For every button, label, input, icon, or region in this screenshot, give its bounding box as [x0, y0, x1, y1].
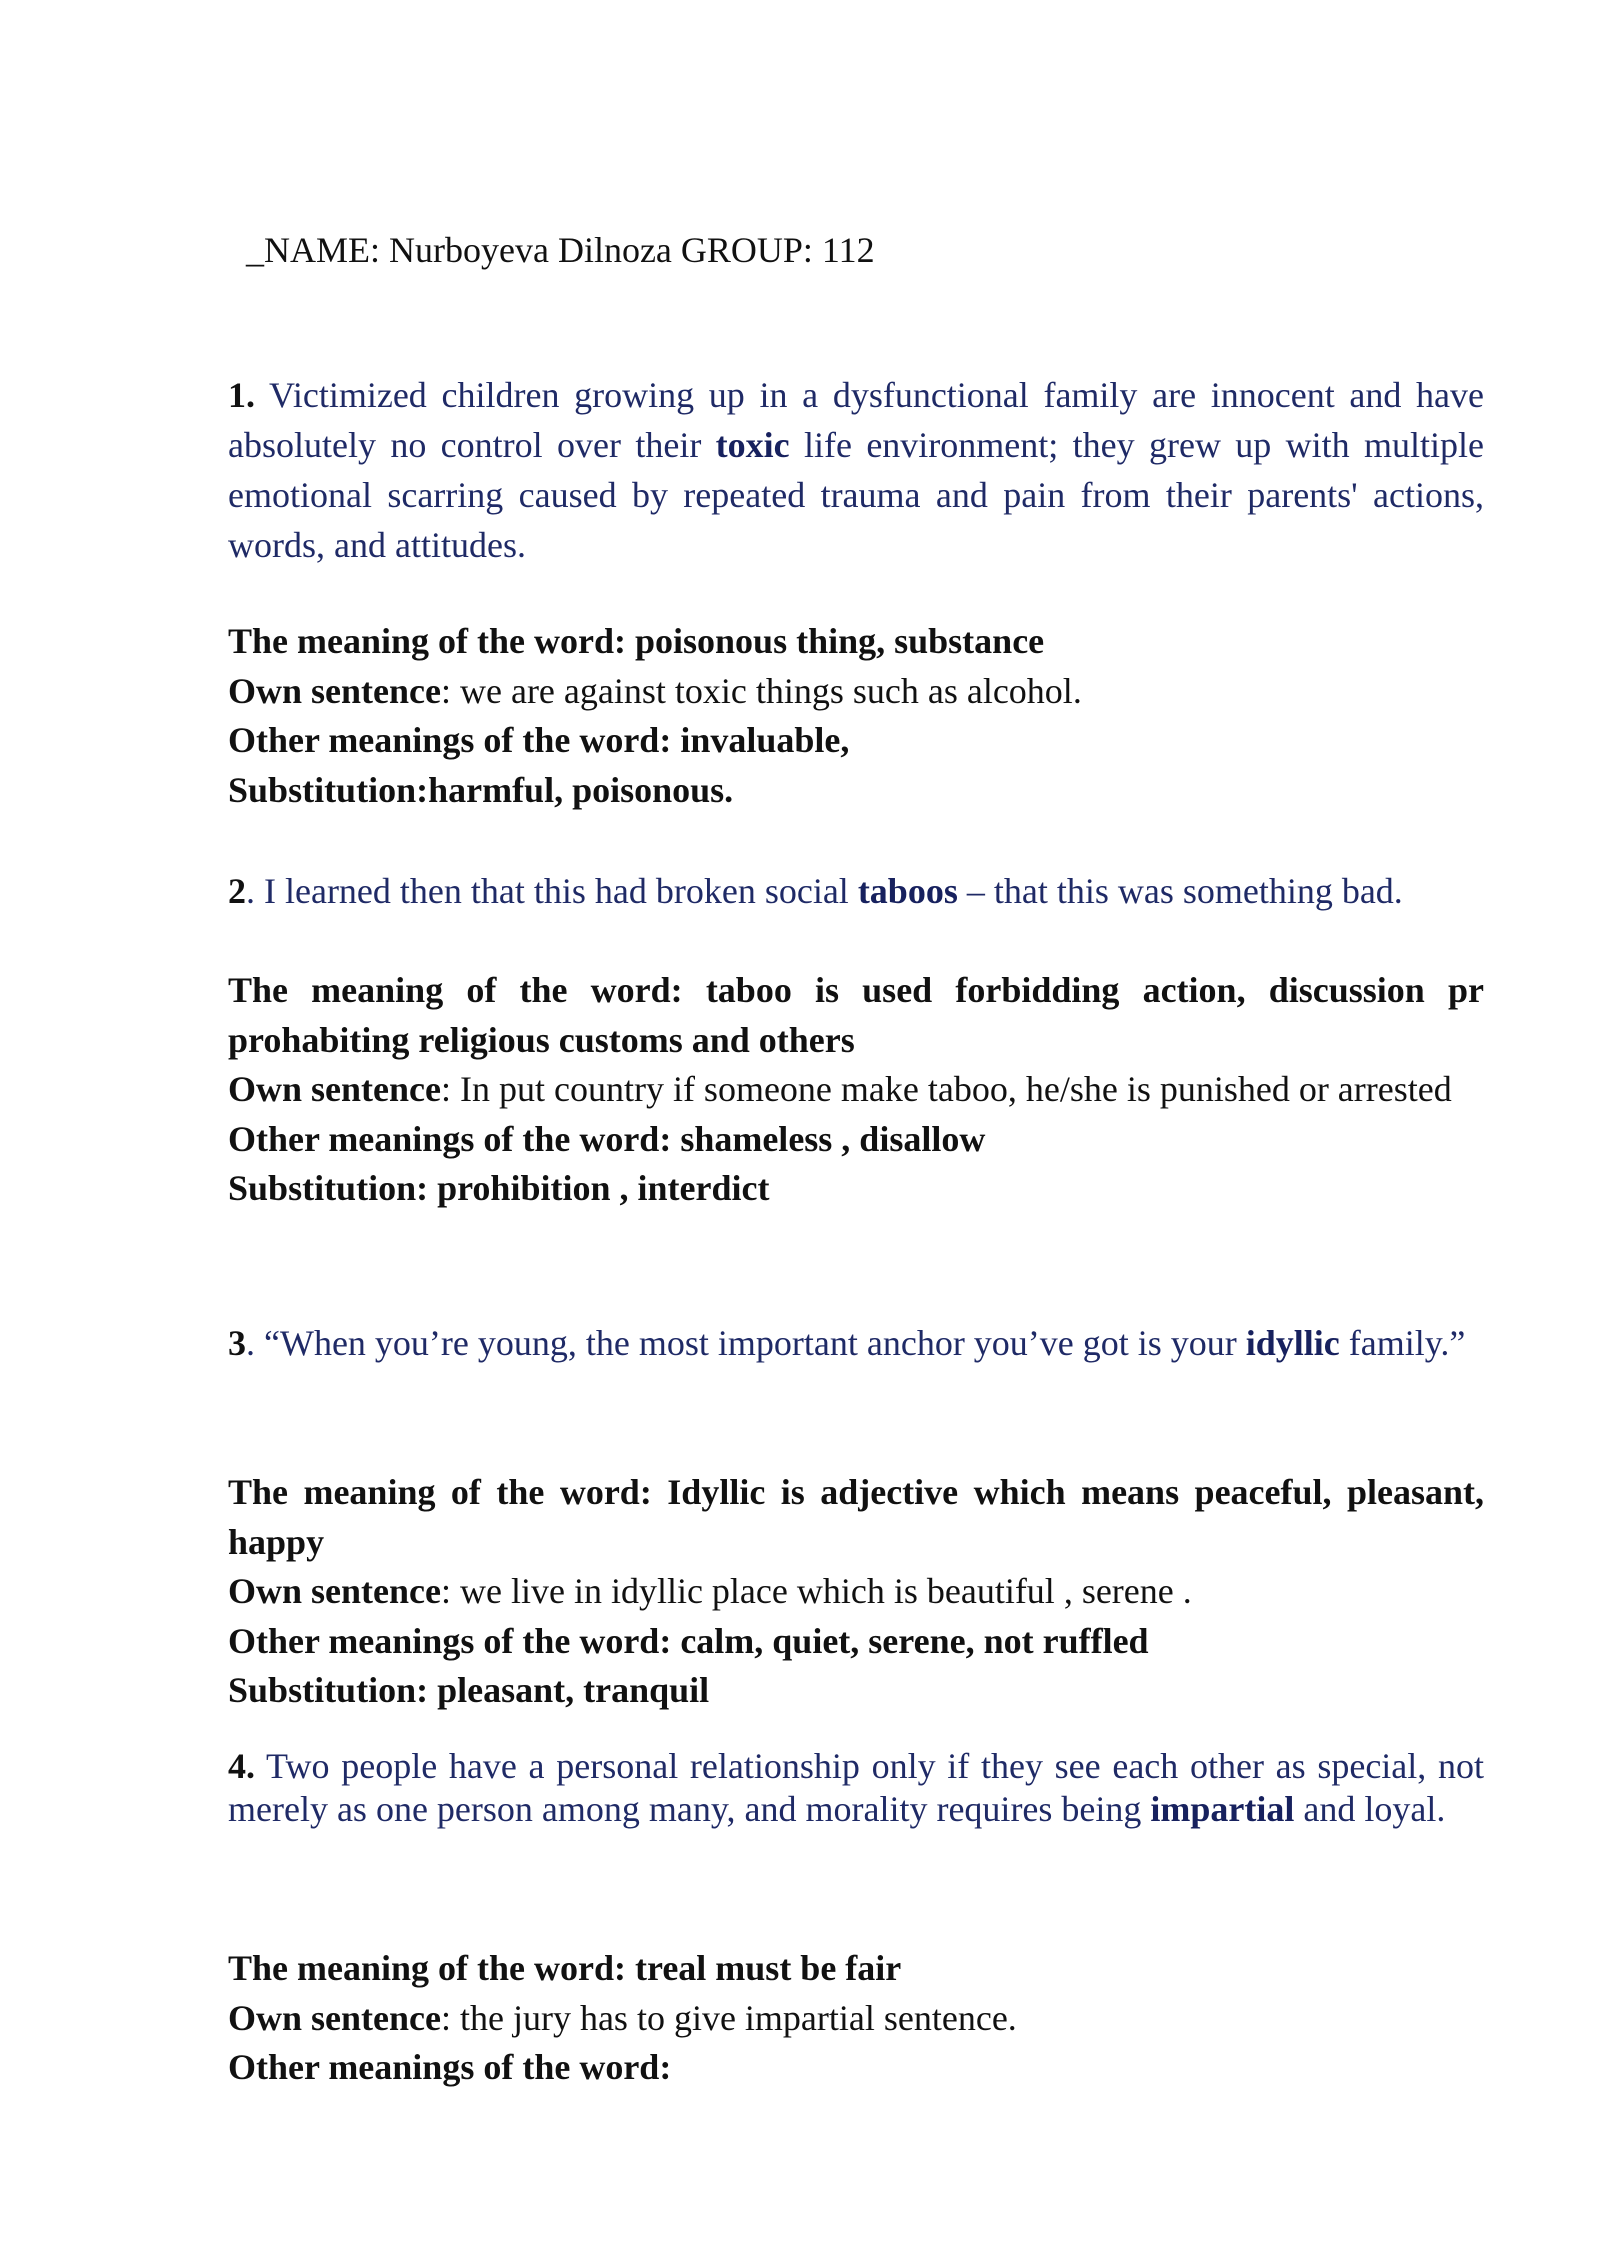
example-sentence-1 — [228, 370, 1484, 570]
substitution-value: prohibition , interdict — [437, 1168, 770, 1208]
own-sentence-value: : we are against toxic things such as alcohol. — [440, 670, 1082, 711]
example-text: Two people have a personal relationship only if they see each other as special, not merely as one person among many, and morality requires being — [228, 1746, 1484, 1829]
meaning-line — [228, 966, 1484, 1065]
student-header: _NAME: Nurboyeva Dilnoza GROUP: 112 — [246, 230, 875, 270]
example-text: life environment; they grew up with multiple emotional scarring caused by repeated trauma and pain from their parents' actions, words, and attitudes. — [228, 425, 1484, 565]
substitution-value: pleasant, tranquil — [437, 1670, 710, 1710]
other-meanings-label: Other meanings of the word: — [228, 1620, 681, 1661]
own-sentence-line — [228, 667, 1484, 717]
other-meanings-value: calm, quiet, serene, not ruffled — [680, 1620, 1149, 1661]
meaning-label: The meaning of the word: — [228, 1948, 635, 1988]
own-sentence-line — [228, 1065, 1484, 1115]
definition-block-2 — [228, 966, 1484, 1214]
meaning-label: The meaning of the word: — [228, 621, 635, 661]
example-text: . I learned then that this had broken social — [246, 871, 858, 911]
keyword: toxic — [715, 425, 790, 465]
own-sentence-line — [228, 1994, 1484, 2044]
own-sentence-label: Own sentence — [228, 1571, 441, 1611]
substitution-value: harmful, poisonous. — [428, 769, 734, 810]
other-meanings-value: invaluable, — [680, 720, 850, 760]
other-meanings-line — [228, 1617, 1484, 1667]
entry-number: 1. — [228, 375, 255, 415]
own-sentence-value: : In put country if someone make taboo, he/she is punished or arrested — [440, 1069, 1452, 1109]
example-text: . “When you’re young, the most important anchor you’ve got is your — [246, 1323, 1246, 1363]
substitution-line — [228, 1666, 1484, 1716]
example-sentence-2 — [228, 866, 1484, 916]
example-text: Victimized children growing up in a dysfunctional family are innocent and have absolutely no control over their — [228, 375, 1484, 465]
other-meanings-line — [228, 716, 1484, 766]
example-sentence-4 — [228, 1745, 1484, 1831]
definition-block-3 — [228, 1468, 1484, 1716]
meaning-value: poisonous thing, substance — [635, 621, 1045, 661]
meaning-line — [228, 1944, 1484, 1994]
other-meanings-label: Other meanings of the word: — [228, 1118, 681, 1159]
own-sentence-label: Own sentence — [228, 1069, 441, 1109]
meaning-value: Idyllic is adjective which means peaceful, pleasant, happy — [228, 1472, 1484, 1562]
own-sentence-line — [228, 1567, 1484, 1617]
own-sentence-label: Own sentence — [228, 1997, 441, 2038]
own-sentence-value: : the jury has to give impartial sentence. — [440, 1997, 1017, 2038]
meaning-label: The meaning of the word: — [228, 1472, 668, 1512]
substitution-line — [228, 766, 1484, 816]
entry-number: 4. — [228, 1746, 255, 1786]
other-meanings-label: Other meanings of the word: — [228, 720, 681, 760]
entry-number: 3 — [228, 1323, 246, 1363]
meaning-value: taboo is used forbidding action, discussion pr prohabiting religious customs and others — [228, 970, 1484, 1060]
example-text: and loyal. — [1294, 1789, 1446, 1829]
keyword: impartial — [1150, 1789, 1295, 1829]
other-meanings-label: Other meanings of the word: — [228, 2047, 672, 2087]
definition-block-4 — [228, 1944, 1484, 2093]
own-sentence-value: : we live in idyllic place which is beautiful , serene . — [440, 1571, 1192, 1611]
substitution-label: Substitution: — [228, 1670, 438, 1710]
keyword: taboos — [857, 871, 958, 911]
own-sentence-label: Own sentence — [228, 670, 441, 711]
entry-number: 2 — [228, 871, 246, 911]
meaning-label: The meaning of the word: — [228, 970, 706, 1010]
meaning-line — [228, 1468, 1484, 1567]
example-sentence-3 — [228, 1317, 1484, 1369]
other-meanings-value: shameless , disallow — [680, 1118, 986, 1159]
meaning-value: treal must be fair — [635, 1948, 902, 1988]
other-meanings-line — [228, 2043, 1484, 2093]
example-text: family.” — [1339, 1323, 1466, 1363]
other-meanings-line — [228, 1115, 1484, 1165]
substitution-label: Substitution: — [228, 769, 429, 810]
substitution-label: Substitution: — [228, 1168, 438, 1208]
definition-block-1 — [228, 617, 1484, 815]
keyword: idyllic — [1245, 1323, 1340, 1363]
example-text: – that this was something bad. — [957, 871, 1403, 911]
substitution-line — [228, 1164, 1484, 1214]
meaning-line — [228, 617, 1484, 667]
